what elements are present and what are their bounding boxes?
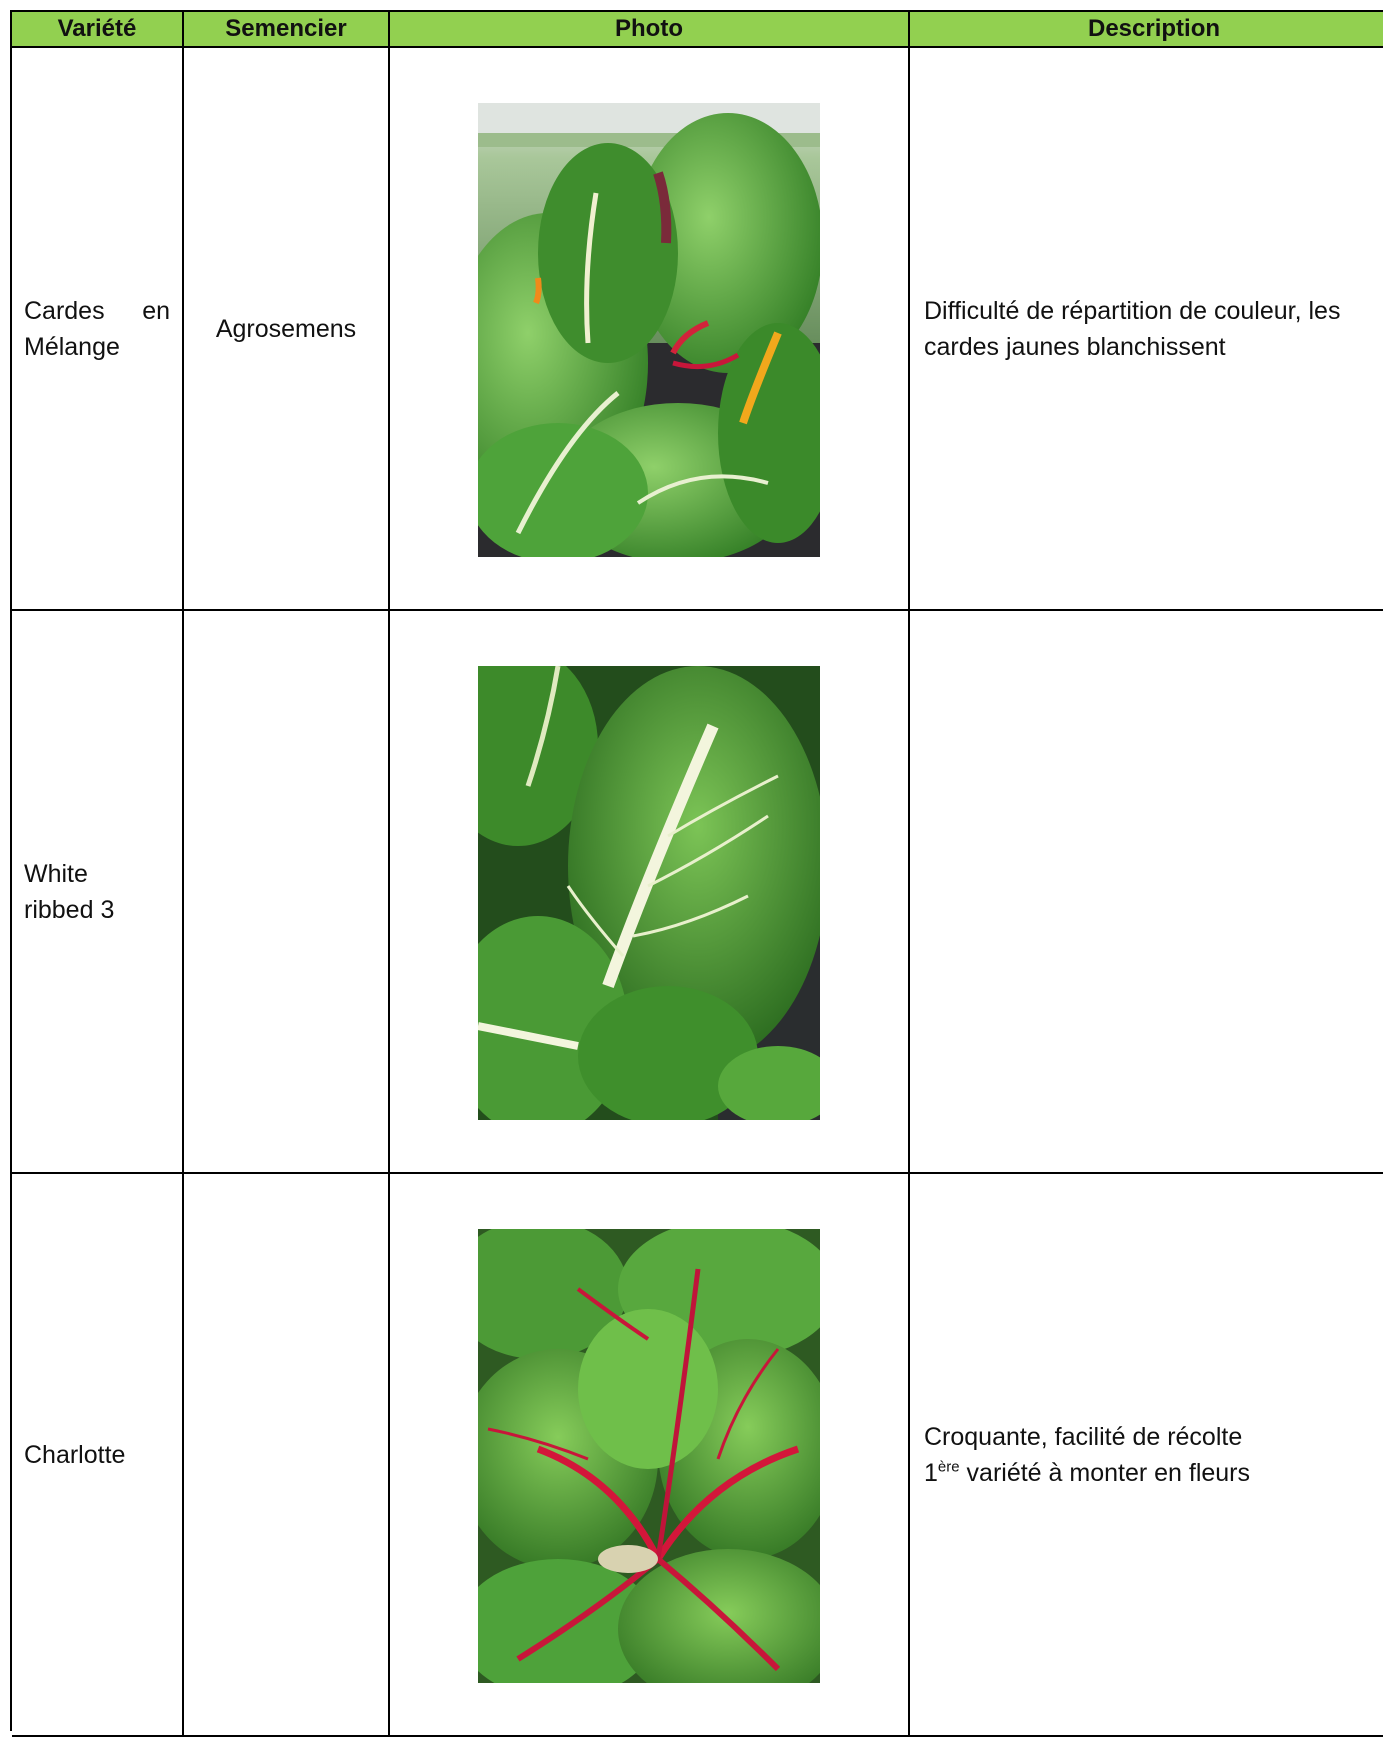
row1-description-cell: [910, 48, 1383, 611]
header-semencier-label: Semencier: [225, 15, 347, 42]
row2-variete-cell: [12, 611, 184, 1174]
red-chard-photo: [478, 1229, 820, 1683]
row3-photo-cell: [390, 1174, 910, 1737]
white-chard-photo: [478, 666, 820, 1120]
row2-variete-line2: ribbed 3: [24, 895, 115, 924]
variety-table: [10, 10, 1383, 1731]
row2-semencier-cell: [184, 611, 390, 1174]
row3-ordinal-number: 1: [924, 1458, 938, 1487]
row3-ordinal-suffix: ère: [937, 1458, 960, 1476]
row1-description-line2: cardes jaunes blanchissent: [924, 332, 1226, 361]
row2-variete-text: [24, 856, 170, 928]
row1-description-line1: Difficulté de répartition de couleur, les: [924, 296, 1341, 325]
row2-photo-cell: [390, 611, 910, 1174]
row1-variete-cell: [12, 48, 184, 611]
mixed-chard-photo: [478, 103, 820, 557]
row1-semencier-text: Agrosemens: [215, 314, 357, 343]
row3-description-cell: [910, 1174, 1383, 1737]
header-description-label: Description: [1087, 15, 1221, 42]
row3-description-line1: Croquante, facilité de récolte: [924, 1422, 1243, 1451]
header-variete-label: Variété: [57, 15, 137, 42]
row3-variete-cell: [12, 1174, 184, 1737]
row3-semencier-cell: [184, 1174, 390, 1737]
row1-variete-line2: Mélange: [24, 332, 120, 361]
row1-variete-word1: Cardes: [24, 296, 105, 325]
row1-semencier-cell: [184, 48, 390, 611]
row1-variete-word2: en: [142, 296, 170, 325]
row3-description-line2: [924, 1455, 1383, 1491]
row3-description-text: [924, 1419, 1383, 1491]
row2-variete-line1: White: [24, 859, 88, 888]
header-semencier: [184, 12, 390, 48]
header-photo-label: Photo: [615, 15, 683, 42]
row2-description-cell: [910, 611, 1383, 1174]
row3-description-rest: variété à monter en fleurs: [959, 1458, 1251, 1487]
header-variete: [12, 12, 184, 48]
row1-photo-cell: [390, 48, 910, 611]
row3-variete-text: Charlotte: [24, 1440, 126, 1469]
row1-description-text: [924, 293, 1383, 365]
header-description: [910, 12, 1383, 48]
row1-variete-text: [24, 293, 170, 365]
header-photo: [390, 12, 910, 48]
